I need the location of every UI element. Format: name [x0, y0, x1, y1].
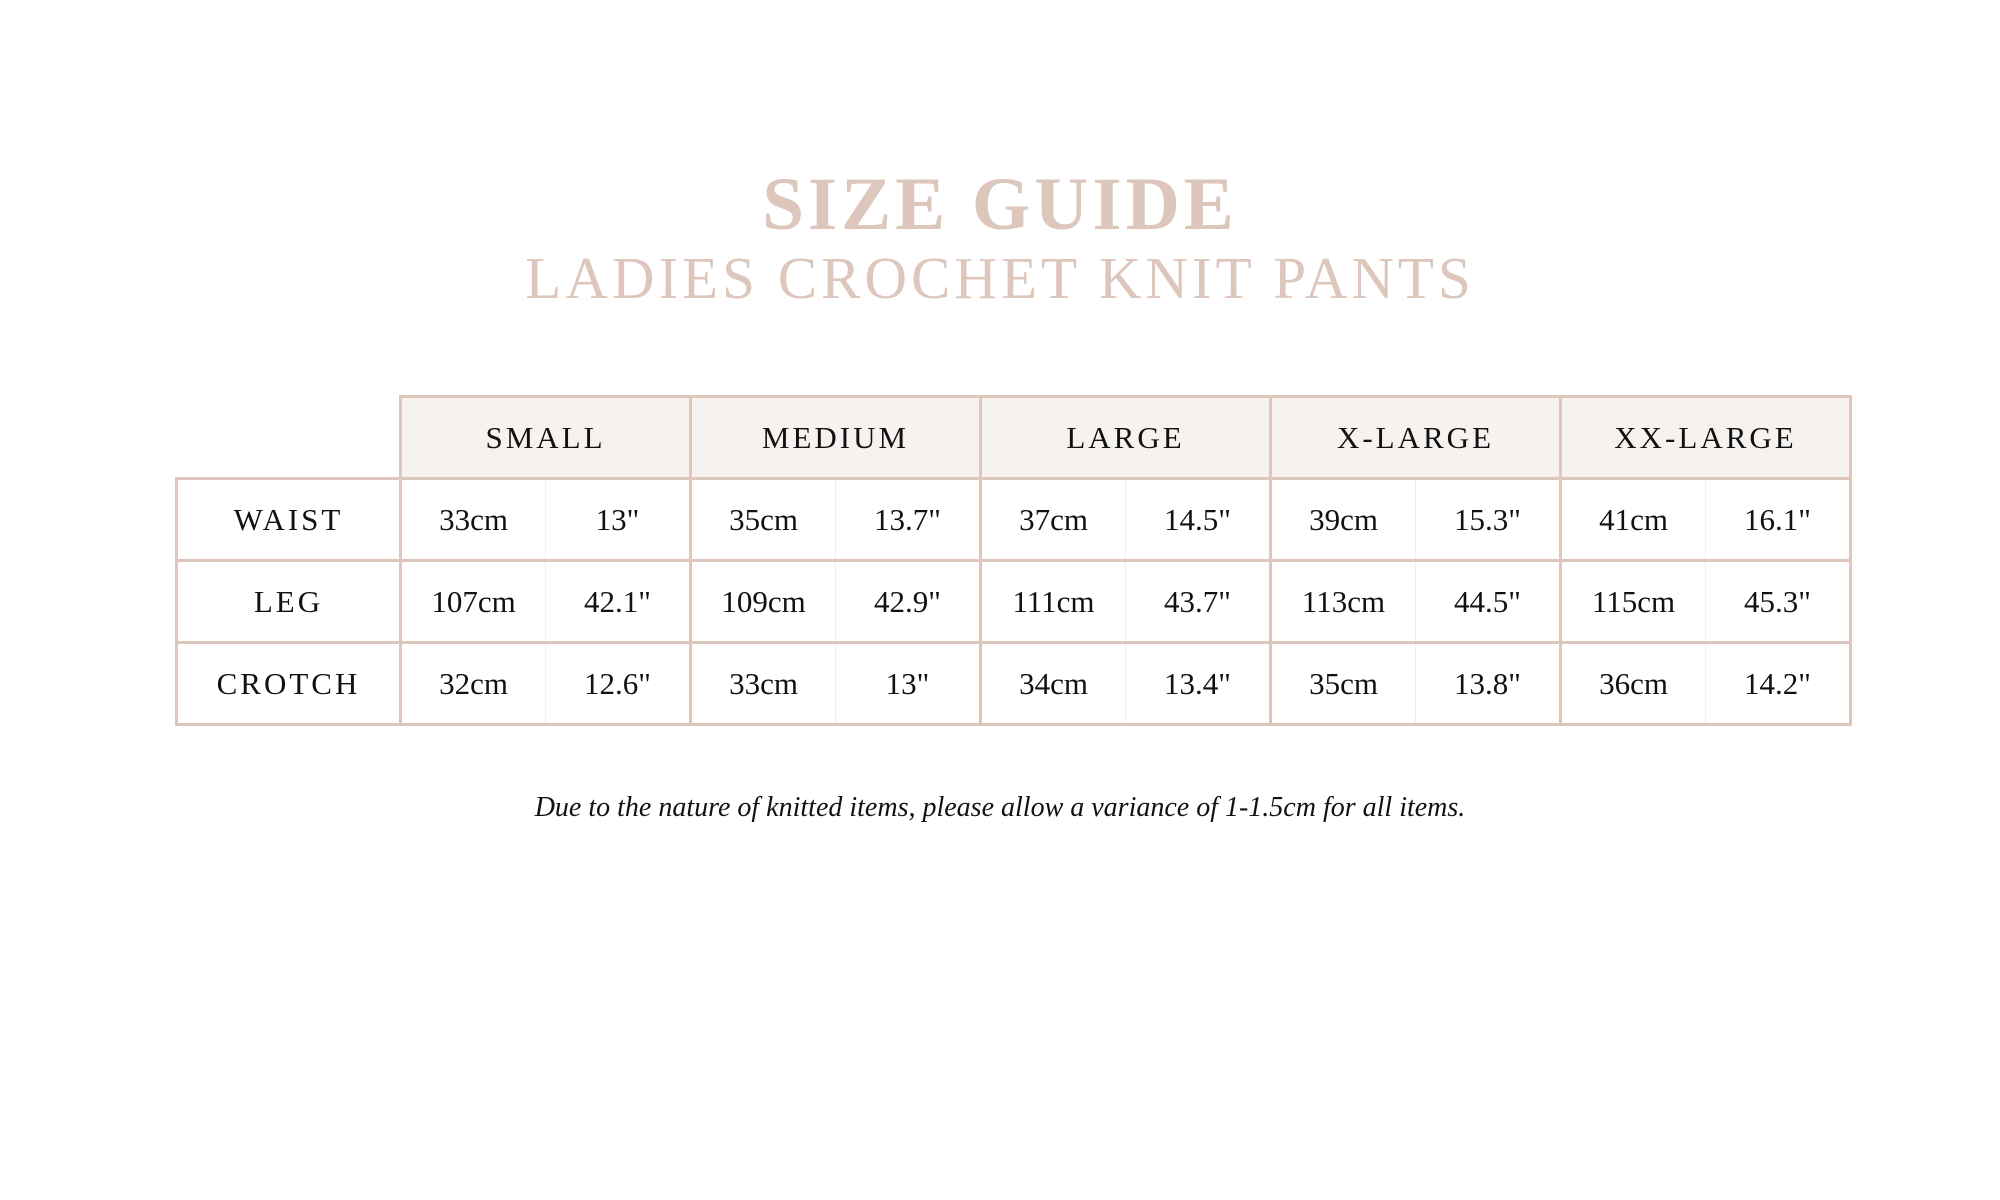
size-header-x-large: X-LARGE [1271, 397, 1561, 479]
variance-note: Due to the nature of knitted items, please allow a variance of 1-1.5cm for all items. [534, 792, 1466, 823]
leg-medium-in: 42.9" [836, 561, 981, 643]
leg-large-in: 43.7" [1126, 561, 1271, 643]
leg-x-large-in: 44.5" [1416, 561, 1561, 643]
table-row-leg [177, 561, 1851, 643]
crotch-medium-in: 13" [836, 643, 981, 725]
size-header-small: SMALL [401, 397, 691, 479]
leg-small-in: 42.1" [546, 561, 691, 643]
row-label-leg: LEG [177, 561, 401, 643]
crotch-small-cm: 32cm [401, 643, 546, 725]
page-subtitle: LADIES CROCHET KNIT PANTS [525, 245, 1475, 311]
crotch-large-in: 13.4" [1126, 643, 1271, 725]
crotch-x-large-cm: 35cm [1271, 643, 1416, 725]
size-header-medium: MEDIUM [691, 397, 981, 479]
waist-small-cm: 33cm [401, 479, 546, 561]
crotch-large-cm: 34cm [981, 643, 1126, 725]
leg-medium-cm: 109cm [691, 561, 836, 643]
waist-small-in: 13" [546, 479, 691, 561]
leg-xx-large-cm: 115cm [1561, 561, 1706, 643]
size-header-xx-large: XX-LARGE [1561, 397, 1851, 479]
waist-large-in: 14.5" [1126, 479, 1271, 561]
waist-x-large-cm: 39cm [1271, 479, 1416, 561]
size-header-large: LARGE [981, 397, 1271, 479]
waist-x-large-in: 15.3" [1416, 479, 1561, 561]
leg-x-large-cm: 113cm [1271, 561, 1416, 643]
waist-xx-large-in: 16.1" [1706, 479, 1851, 561]
table-row-crotch [177, 643, 1851, 725]
row-label-crotch: CROTCH [177, 643, 401, 725]
waist-xx-large-cm: 41cm [1561, 479, 1706, 561]
crotch-small-in: 12.6" [546, 643, 691, 725]
crotch-xx-large-in: 14.2" [1706, 643, 1851, 725]
table-row-waist [177, 479, 1851, 561]
waist-large-cm: 37cm [981, 479, 1126, 561]
leg-small-cm: 107cm [401, 561, 546, 643]
crotch-medium-cm: 33cm [691, 643, 836, 725]
crotch-x-large-in: 13.8" [1416, 643, 1561, 725]
leg-xx-large-in: 45.3" [1706, 561, 1851, 643]
crotch-xx-large-cm: 36cm [1561, 643, 1706, 725]
table-corner [177, 397, 401, 479]
row-label-waist: WAIST [177, 479, 401, 561]
waist-medium-cm: 35cm [691, 479, 836, 561]
size-header-row [177, 397, 1851, 479]
waist-medium-in: 13.7" [836, 479, 981, 561]
page-title: SIZE GUIDE [762, 163, 1238, 246]
leg-large-cm: 111cm [981, 561, 1126, 643]
size-table [175, 395, 1852, 726]
